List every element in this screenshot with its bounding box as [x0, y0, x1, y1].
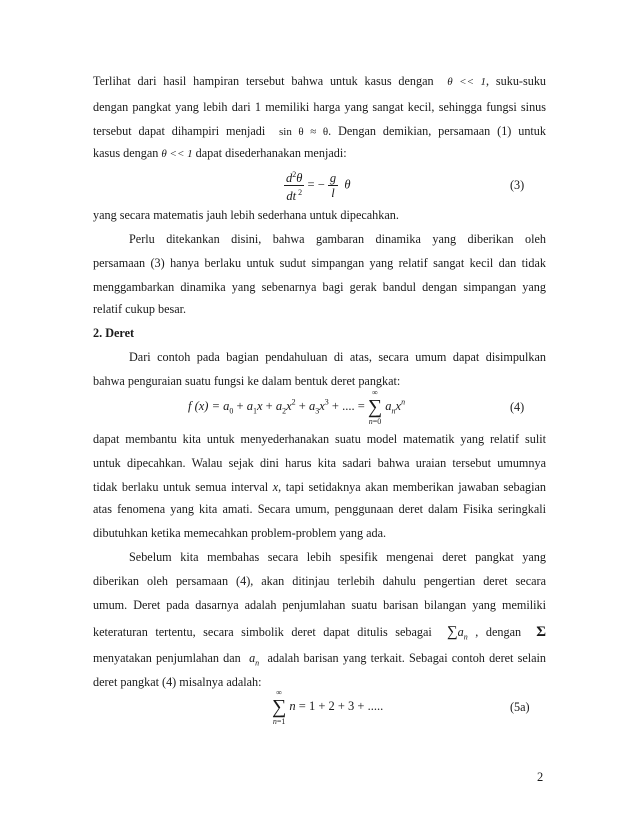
text-line: persamaan (3) hanya berlaku untuk sudut simpangan yang relatif sangat kecil dan tidak	[93, 256, 546, 270]
text-line: deret pangkat (4) misalnya adalah:	[93, 675, 262, 689]
theta-condition: θ << 1	[161, 148, 193, 160]
text-line: umum. Deret pada dasarnya adalah penjumlahan suatu barisan bilangan yang memiliki	[93, 598, 546, 612]
text-line: kasus dengan θ << 1 dapat disederhanakan menjadi:	[93, 146, 347, 160]
text-line: relatif cukup besar.	[93, 302, 187, 316]
section-heading: 2. Deret	[93, 326, 135, 340]
text-line: bahwa penguraian suatu fungsi ke dalam bentuk deret pangkat:	[93, 374, 401, 388]
equation-5a: ∞ ∑ n=1 n = 1 + 2 + 3 + .....	[272, 688, 384, 726]
equation-4: f $(x) = a_0 + a_1x + a_2x^2 + a_3x^3$ + .... = ∞ ∑ n=0 $a_nx^n$	[188, 388, 406, 426]
sin-approximation: sin θ ≈ θ	[279, 126, 329, 138]
page-number: 2	[537, 770, 544, 784]
text-line: Terlihat dari hasil hampiran tersebut bahwa untuk kasus dengan θ << 1, suku-suku	[93, 74, 547, 88]
text-line: dibutuhkan ketika memecahkan problem-problem yang ada.	[93, 526, 387, 540]
text-line: atas fenomena yang kita amati. Secara umum, penggunaan deret dalam Fisika seringkali	[93, 502, 546, 516]
variable-x: x	[272, 480, 279, 494]
text-line: Perlu ditekankan disini, bahwa gambaran dinamika yang diberikan oleh	[129, 232, 546, 246]
text-line: dengan pangkat yang lebih dari 1 memiliki harga yang sangat kecil, sehingga fungsi sinus	[93, 100, 546, 114]
text-line: yang secara matematis jauh lebih sederhana untuk dipecahkan.	[93, 208, 399, 222]
text-line: dapat membantu kita untuk menyederhanakan suatu model matematik yang relatif sulit	[93, 432, 546, 446]
text-line: tidak berlaku untuk semua interval x, tapi setidaknya akan memberikan jawaban sebagian	[93, 480, 546, 494]
sum-a-n: $\sum a_n$	[446, 624, 468, 642]
text-line: keteraturan tertentu, secara simbolik deret dapat ditulis sebagai $\sum a_n$ , dengan Σ	[93, 624, 547, 642]
text-line: Dari contoh pada bagian pendahuluan di atas, secara umum dapat disimpulkan	[129, 350, 546, 364]
sigma-symbol: Σ	[536, 624, 547, 640]
text-line: tersebut dapat dihampiri menjadi sin θ ≈ θ. Dengan demikian, persamaan (1) untuk	[93, 124, 546, 138]
equation-3: $\frac{d^2\theta}{dt ^2}$ = − $\frac{g}{l}$ θ	[286, 170, 351, 204]
equation-number: (5a)	[510, 700, 530, 714]
theta-condition: θ << 1	[447, 76, 487, 88]
text-line: menggambarkan dinamika yang sebenarnya bagi gerak bandul dengan simpangan yang	[93, 280, 546, 294]
text-line: menyatakan penjumlahan dan $a_n$ adalah barisan yang terkait. Sebagai contoh deret selain	[93, 651, 547, 668]
equation-number: (3)	[510, 178, 525, 192]
text-line: Sebelum kita membahas secara lebih spesifik mengenai deret pangkat yang	[129, 550, 546, 564]
equation-number: (4)	[510, 400, 525, 414]
text-line: untuk dipecahkan. Walau sejak dini harus kita sadari bahwa uraian tersebut umumnya	[93, 456, 546, 470]
text-line: diberikan oleh persamaan (4), akan ditinjau terlebih dahulu pengertian deret secara	[93, 574, 546, 588]
